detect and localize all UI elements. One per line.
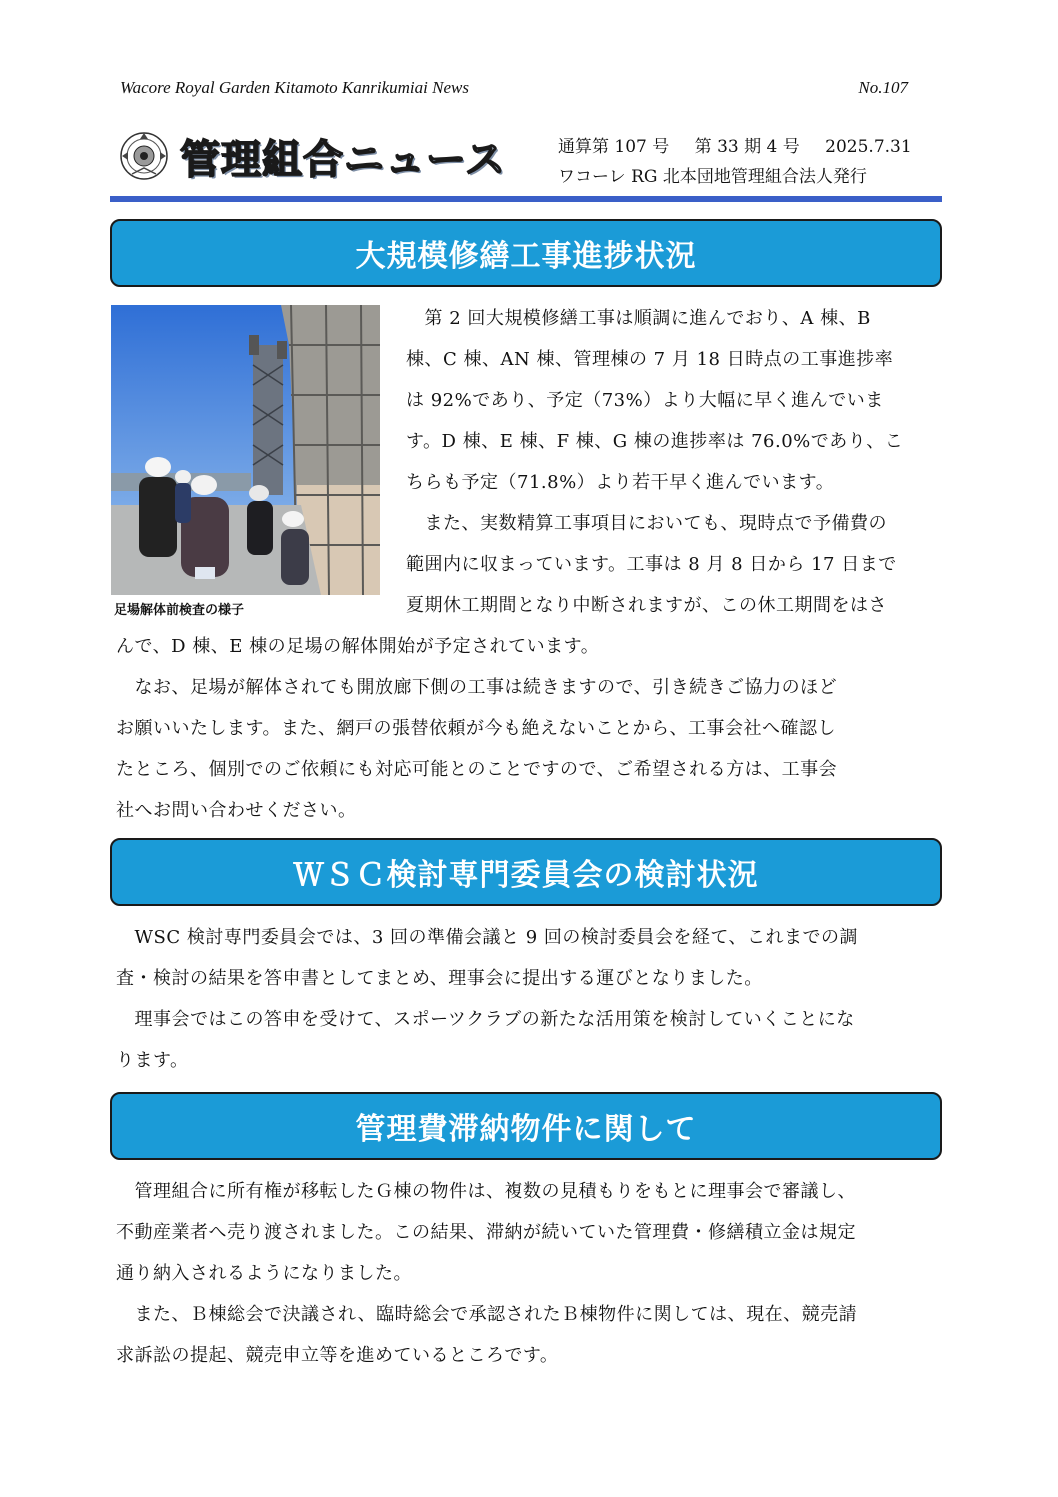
text-line: たところ、個別でのご依頼にも対応可能とのことですので、ご希望される方は、工事会 — [116, 759, 838, 780]
text-line: お願いいたします。また、網戸の張替依頼が今も絶えないことから、工事会社へ確認し — [116, 718, 837, 739]
text-line: 社へお問い合わせください。 — [116, 800, 357, 821]
text-line: ちらも予定（71.8%）より若干早く進んでいます。 — [406, 472, 835, 493]
text-line: 不動産業者へ売り渡されました。この結果、滞納が続いていた管理費・修繕積立金は規定 — [116, 1222, 856, 1243]
section2-paragraph — [116, 917, 942, 1081]
header-rule — [110, 196, 942, 202]
issue-number: No.107 — [858, 78, 908, 97]
masthead — [118, 122, 944, 202]
photo-illustration — [111, 305, 380, 595]
newsletter-title: 管理組合ニュース — [180, 137, 506, 183]
section1-paragraph-narrow — [406, 298, 942, 626]
text-line: 棟、C 棟、AN 棟、管理棟の 7 月 18 日時点の工事進捗率 — [406, 349, 894, 370]
text-line: は 92%であり、予定（73%）より大幅に早く進んでいま — [406, 390, 884, 411]
text-line: 管理組合に所有権が移転したＧ棟の物件は、複数の見積もりをもとに理事会で審議し、 — [116, 1181, 856, 1202]
crest-emblem-icon — [118, 130, 170, 182]
text-line: す。D 棟、E 棟、F 棟、G 棟の進捗率は 76.0%であり、こ — [406, 431, 904, 452]
issue-term: 第 33 期 4 号 — [694, 137, 800, 157]
text-line: また、実数精算工事項目においても、現時点で予備費の — [406, 513, 887, 534]
text-line: 理事会ではこの答申を受けて、スポーツクラブの新たな活用策を検討していくことにな — [116, 1009, 855, 1030]
issue-total: 通算第 107 号 — [558, 137, 670, 157]
text-line: WSC 検討専門委員会では、3 回の準備会議と 9 回の検討委員会を経て、これまでの調 — [116, 927, 859, 948]
text-line: 査・検討の結果を答申書としてまとめ、理事会に提出する運びとなりました。 — [116, 968, 763, 989]
text-line: 範囲内に収まっています。工事は 8 月 8 日から 17 日まで — [406, 554, 897, 575]
text-line: また、Ｂ棟総会で決議され、臨時総会で承認されたＢ棟物件に関しては、現在、競売請 — [116, 1304, 858, 1325]
section-heading-repair-progress: 大規模修繕工事進捗状況 — [110, 219, 942, 287]
text-line: 夏期休工期間となり中断されますが、この休工期間をはさ — [406, 595, 887, 616]
publisher: ワコーレ RG 北本団地管理組合法人発行 — [558, 167, 867, 187]
section-heading-wsc-committee: ＷＳＣ検討専門委員会の検討状況 — [110, 838, 942, 906]
text-line: 通り納入されるようになりました。 — [116, 1263, 412, 1284]
text-line: なお、足場が解体されても開放廊下側の工事は続きますので、引き続きご協力のほど — [116, 677, 838, 698]
text-line: 第 2 回大規模修繕工事は順調に進んでおり、A 棟、B — [406, 308, 871, 329]
section-heading-arrears: 管理費滞納物件に関して — [110, 1092, 942, 1160]
top-line — [120, 78, 908, 98]
section3-paragraph — [116, 1171, 942, 1376]
scaffold-inspection-photo — [111, 305, 380, 595]
issue-info — [558, 132, 932, 157]
issue-date: 2025.7.31 — [825, 137, 912, 157]
text-line: んで、D 棟、E 棟の足場の解体開始が予定されています。 — [116, 636, 600, 657]
section1-paragraph-wide — [116, 626, 942, 831]
publication-name: Wacore Royal Garden Kitamoto Kanrikumiai News — [120, 78, 469, 97]
text-line: ります。 — [116, 1050, 189, 1071]
text-line: 求訴訟の提起、競売申立等を進めているところです。 — [116, 1345, 559, 1366]
photo-caption: 足場解体前検査の様子 — [114, 603, 245, 618]
